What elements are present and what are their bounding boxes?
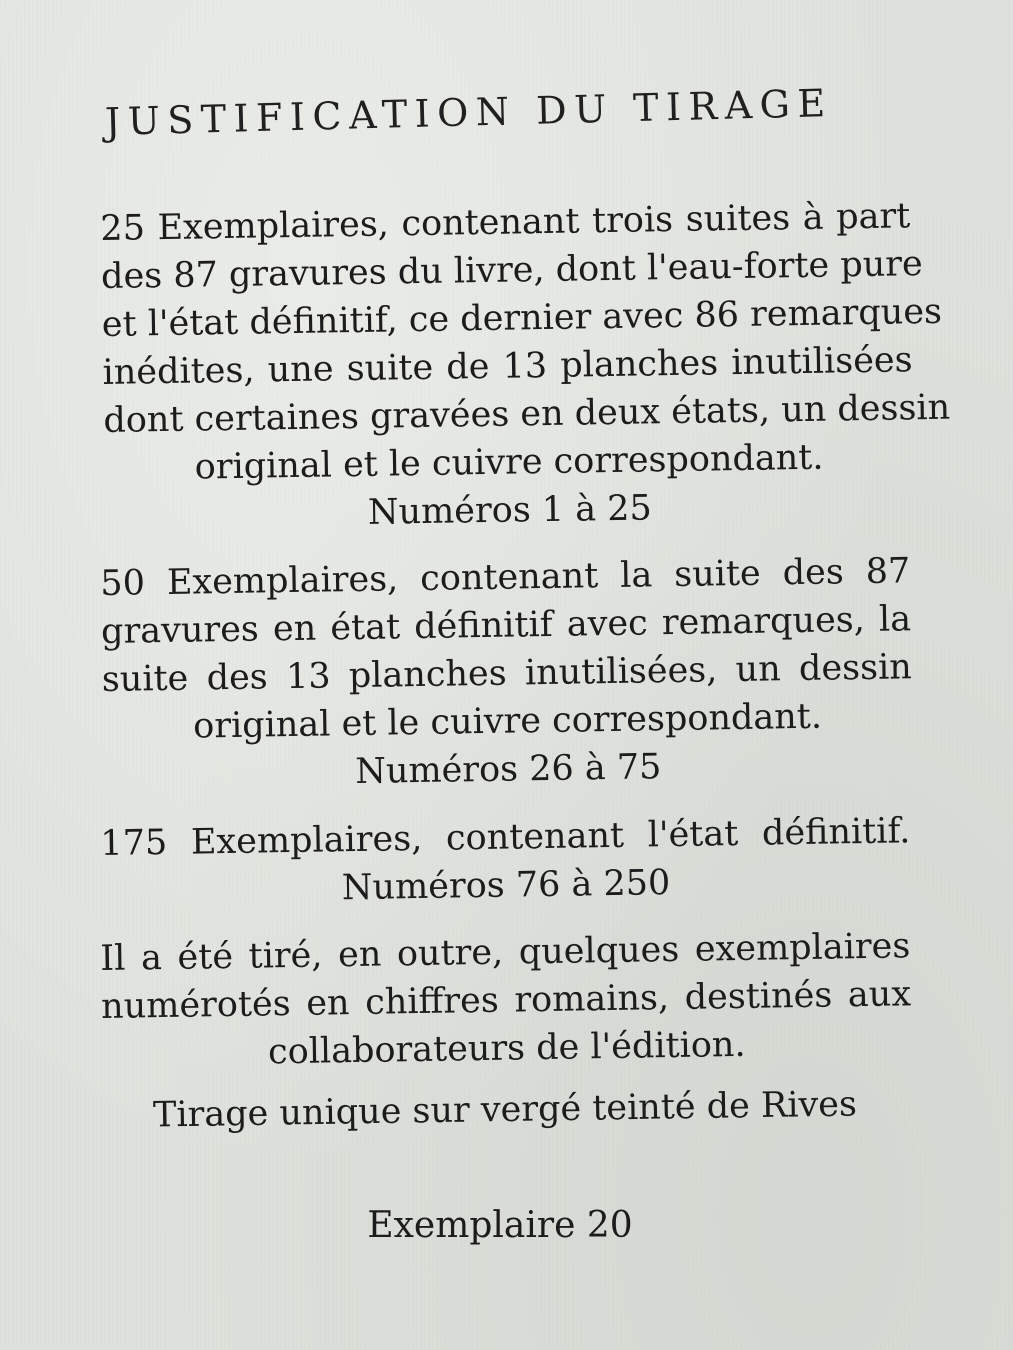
section-1-line-6: original et le cuivre correspondant.: [194, 437, 824, 488]
section-3-numbers: Numéros 76 à 250: [341, 863, 671, 909]
page-title: JUSTIFICATION DU TIRAGE: [104, 80, 834, 144]
section-2-line-1: 50 Exemplaires, contenant la suite des 87: [100, 551, 911, 604]
section-3-line-1: 175 Exemplaires, contenant l'état définitif.: [100, 811, 911, 864]
section-4-line-1: Il a été tiré, en outre, quelques exemplaires: [100, 926, 911, 979]
edition-section-2: [100, 547, 914, 800]
paper-note: Tirage unique sur vergé teinté de Rives: [152, 1084, 858, 1136]
edition-section-1: [100, 192, 951, 541]
section-4-line-3: collaborateurs de l'édition.: [267, 1024, 746, 1073]
section-1-line-4: inédites, une suite de 13 planches inutilisées: [102, 340, 913, 393]
section-1-line-2: des 87 gravures du livre, dont l'eau-forte pure: [100, 244, 924, 297]
edition-section-4: [100, 922, 912, 1079]
section-2-line-3: suite des 13 planches inutilisées, un dessin: [101, 647, 913, 700]
section-1-line-5: dont certaines gravées en deux états, un dessin: [103, 387, 951, 441]
section-2-line-2: gravures en état définitif avec remarques, la: [100, 599, 912, 652]
section-1-line-3: et l'état définitif, ce dernier avec 86 remarques: [101, 291, 943, 345]
section-4-line-2: numérotés en chiffres romains, destinés aux: [100, 974, 912, 1027]
edition-section-3: [100, 807, 911, 916]
section-2-line-4: original et le cuivre correspondant.: [192, 696, 823, 747]
section-2-numbers: Numéros 26 à 75: [354, 747, 662, 793]
copy-number: Exemplaire 20: [367, 1205, 633, 1246]
section-1-numbers: Numéros 1 à 25: [367, 488, 653, 533]
section-1-line-1: 25 Exemplaires, contenant trois suites à part: [100, 196, 911, 249]
